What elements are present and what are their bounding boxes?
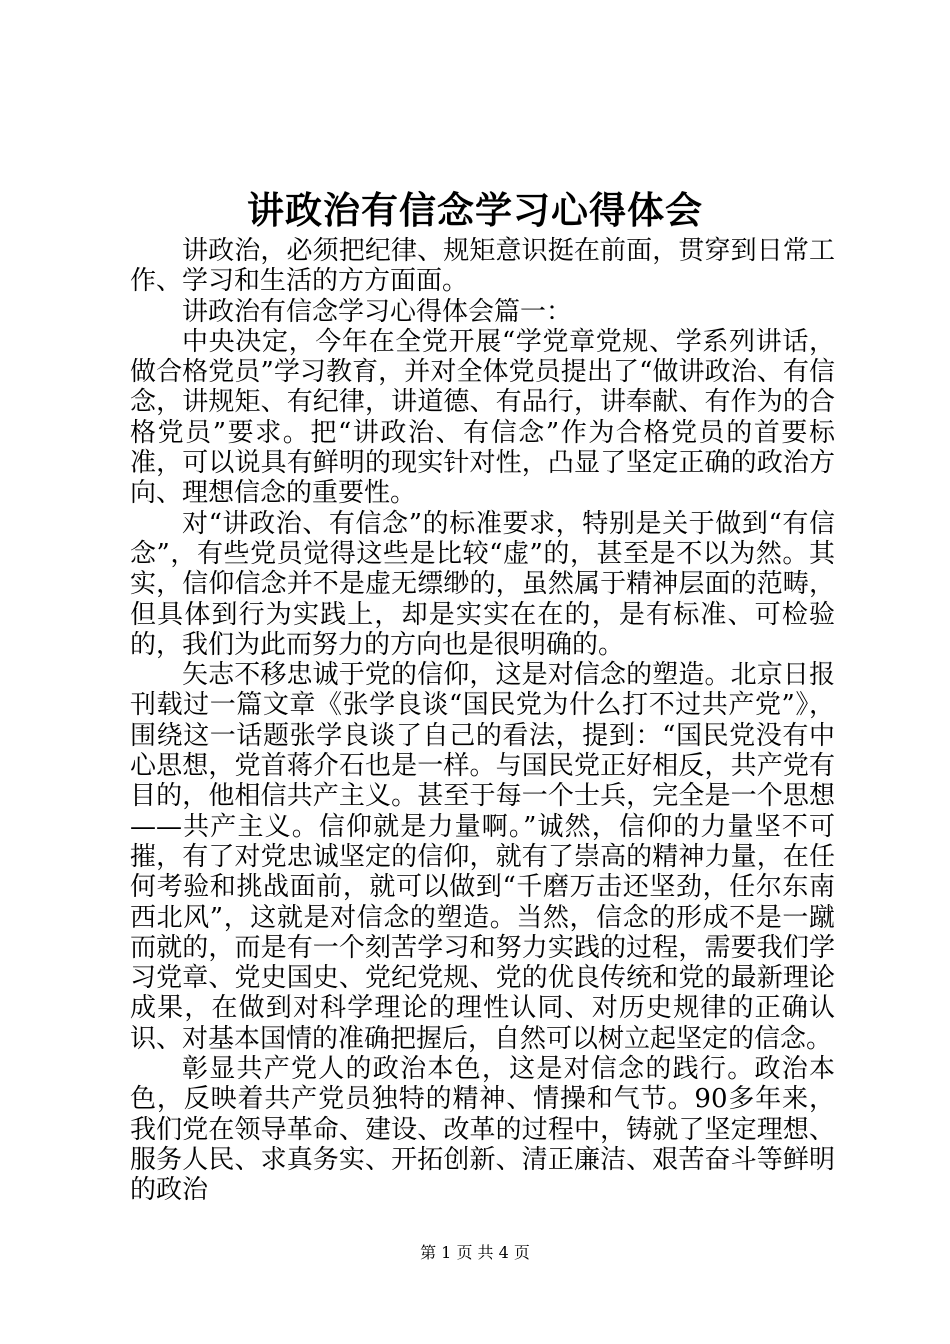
paragraph-section-heading: 讲政治有信念学习心得体会篇一： <box>182 296 573 327</box>
paragraph-central-decision: 中央决定，今年在全党开展“学党章党规、学系列讲话，做合格党员”学习教育，并对全体党员提出了“做讲政治、有信念，讲规矩、有纪律，讲道德、有品行，讲奉献、有作为的合格党员”要求。把“讲政治、有信念”作为合格党员的首要标准，可以说具有鲜明的现实针对性，凸显了坚定正确的政治方向、理想信念的重要性。 <box>130 326 835 509</box>
page-number-footer: 第 1 页 共 4 页 <box>420 1243 530 1262</box>
paragraph-standard-requirement: 对“讲政治、有信念”的标准要求，特别是关于做到“有信念”，有些党员觉得这些是比较“虚”的，甚至是不以为然。其实，信仰信念并不是虚无缥缈的，虽然属于精神层面的范畴，但具体到行为实践上，却是实实在在的，是有标准、可检验的，我们为此而努力的方向也是很明确的。 <box>130 508 835 660</box>
document-body <box>130 236 835 1206</box>
paragraph-intro: 讲政治，必须把纪律、规矩意识挺在前面，贯穿到日常工作、学习和生活的方方面面。 <box>130 236 835 297</box>
document-title: 讲政治有信念学习心得体会 <box>247 188 703 232</box>
paragraph-faith-shaping: 矢志不移忠诚于党的信仰，这是对信念的塑造。北京日报刊载过一篇文章《张学良谈“国民党为什么打不过共产党”》，围绕这一话题张学良谈了自己的看法，提到：“国民党没有中心思想，党首蒋介石也是一样。与国民党正好相反，共产党有目的，他相信共产主义。甚至于每一个士兵，完全是一个思想——共产主义。信仰就是力量啊。”诚然，信仰的力量坚不可摧，有了对党忠诚坚定的信仰，就有了崇高的精神力量，在任何考验和挑战面前，就可以做到“千磨万击还坚劲，任尔东南西北风”，这就是对信念的塑造。当然，信念的形成不是一蹴而就的，而是有一个刻苦学习和努力实践的过程，需要我们学习党章、党史国史、党纪党规、党的优良传统和党的最新理论成果，在做到对科学理论的理性认同、对历史规律的正确认识、对基本国情的准确把握后，自然可以树立起坚定的信念。 <box>130 660 835 1054</box>
paragraph-political-character: 彰显共产党人的政治本色，这是对信念的践行。政治本色，反映着共产党员独特的精神、情操和气节。90多年来，我们党在领导革命、建设、改革的过程中，铸就了坚定理想、服务人民、求真务实、开拓创新、清正廉洁、艰苦奋斗等鲜明的政治 <box>130 1054 835 1206</box>
